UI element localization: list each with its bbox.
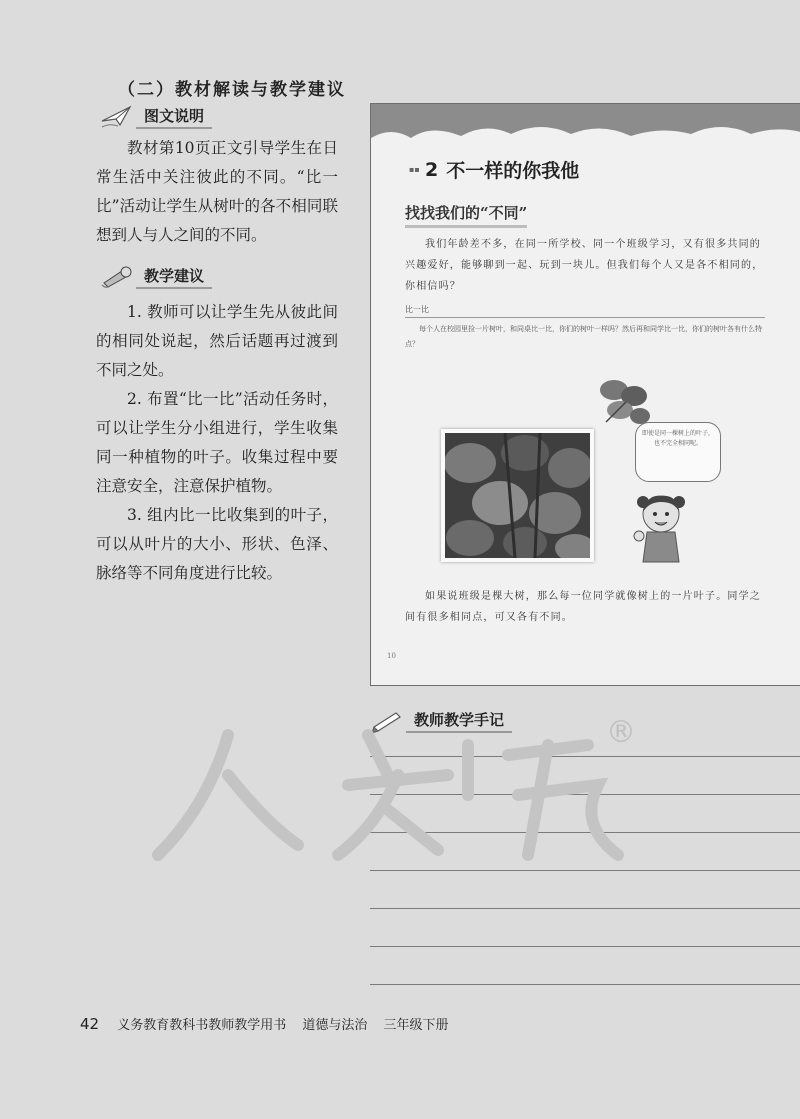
paper-plane-icon [100,103,134,129]
chapter-number: 2 [425,158,439,181]
illustration-heading-block [100,102,212,130]
suggestion-item-3: 3. 组内比一比收集到的叶子，可以从叶片的大小、形状、色泽、脉络等不同角度进行比较。 [96,506,338,582]
section-title: （二）教材解读与教学建议 [118,80,346,100]
speech-bubble: 即使是同一棵树上的叶子，也不完全相同呢。 [635,422,721,482]
chapter-title: 不一样的你我他 [446,160,580,182]
registered-mark: ® [606,715,636,750]
textbook-chapter-title-block [409,156,579,183]
textbook-intro: 我们年龄差不多，在同一所学校、同一个班级学习，又有很多共同的兴趣爱好，能够聊到一起、玩到一块儿。但我们每个人又是各不相同的，你相信吗？ [405,239,764,292]
activity-label: 比一比 [405,303,765,318]
leaves-photo [441,429,594,562]
footer-grade: 三年级下册 [383,1018,449,1033]
publisher-watermark [148,715,668,869]
note-line [370,984,800,985]
note-line [370,946,800,947]
footer-book-title: 义务教育教科书教师教学用书 [117,1018,287,1033]
note-line [370,908,800,909]
textbook-page-number: 10 [387,652,396,660]
textbook-closing: 如果说班级是棵大树，那么每一位同学就像树上的一片叶子。同学之间有很多相同点，可又各有不同。 [405,591,761,623]
activity-text: 每个人在校园里捡一片树叶，和同桌比一比，你们的树叶一样吗？然后再和同学比一比，你们的树叶各有什么特点？ [405,325,762,348]
suggestion-item-2: 2. 布置“比一比”活动任务时，可以让学生分小组进行，学生收集同一种植物的叶子。收集过程中要注意安全，注意保护植物。 [96,390,338,495]
suggestion-item-1: 1. 教师可以让学生先从彼此间的相同处说起，然后话题再过渡到不同之处。 [96,303,338,379]
girl-character-illustration [621,484,701,564]
suggestions-heading-block [100,262,212,290]
illustration-heading: 图文说明 [136,104,212,129]
cloud-banner [371,104,800,154]
illustration-text: 教材第10页正文引导学生在日常生活中关注彼此的不同。“比一比”活动让学生从树叶的各不相同联想到人与人之间的不同。 [96,139,338,244]
textbook-page [370,103,800,686]
suggestions-heading: 教学建议 [136,264,212,289]
page-number: 42 [80,1015,100,1033]
trumpet-icon [100,263,134,289]
note-line [370,870,800,871]
chapter-mark-icon: ▪▪ [409,165,420,174]
footer-subject: 道德与法治 [302,1018,368,1033]
textbook-subtitle: 找找我们的“不同” [405,202,527,228]
page-footer [80,1014,449,1033]
notes-heading: 教师教学手记 [406,708,512,733]
